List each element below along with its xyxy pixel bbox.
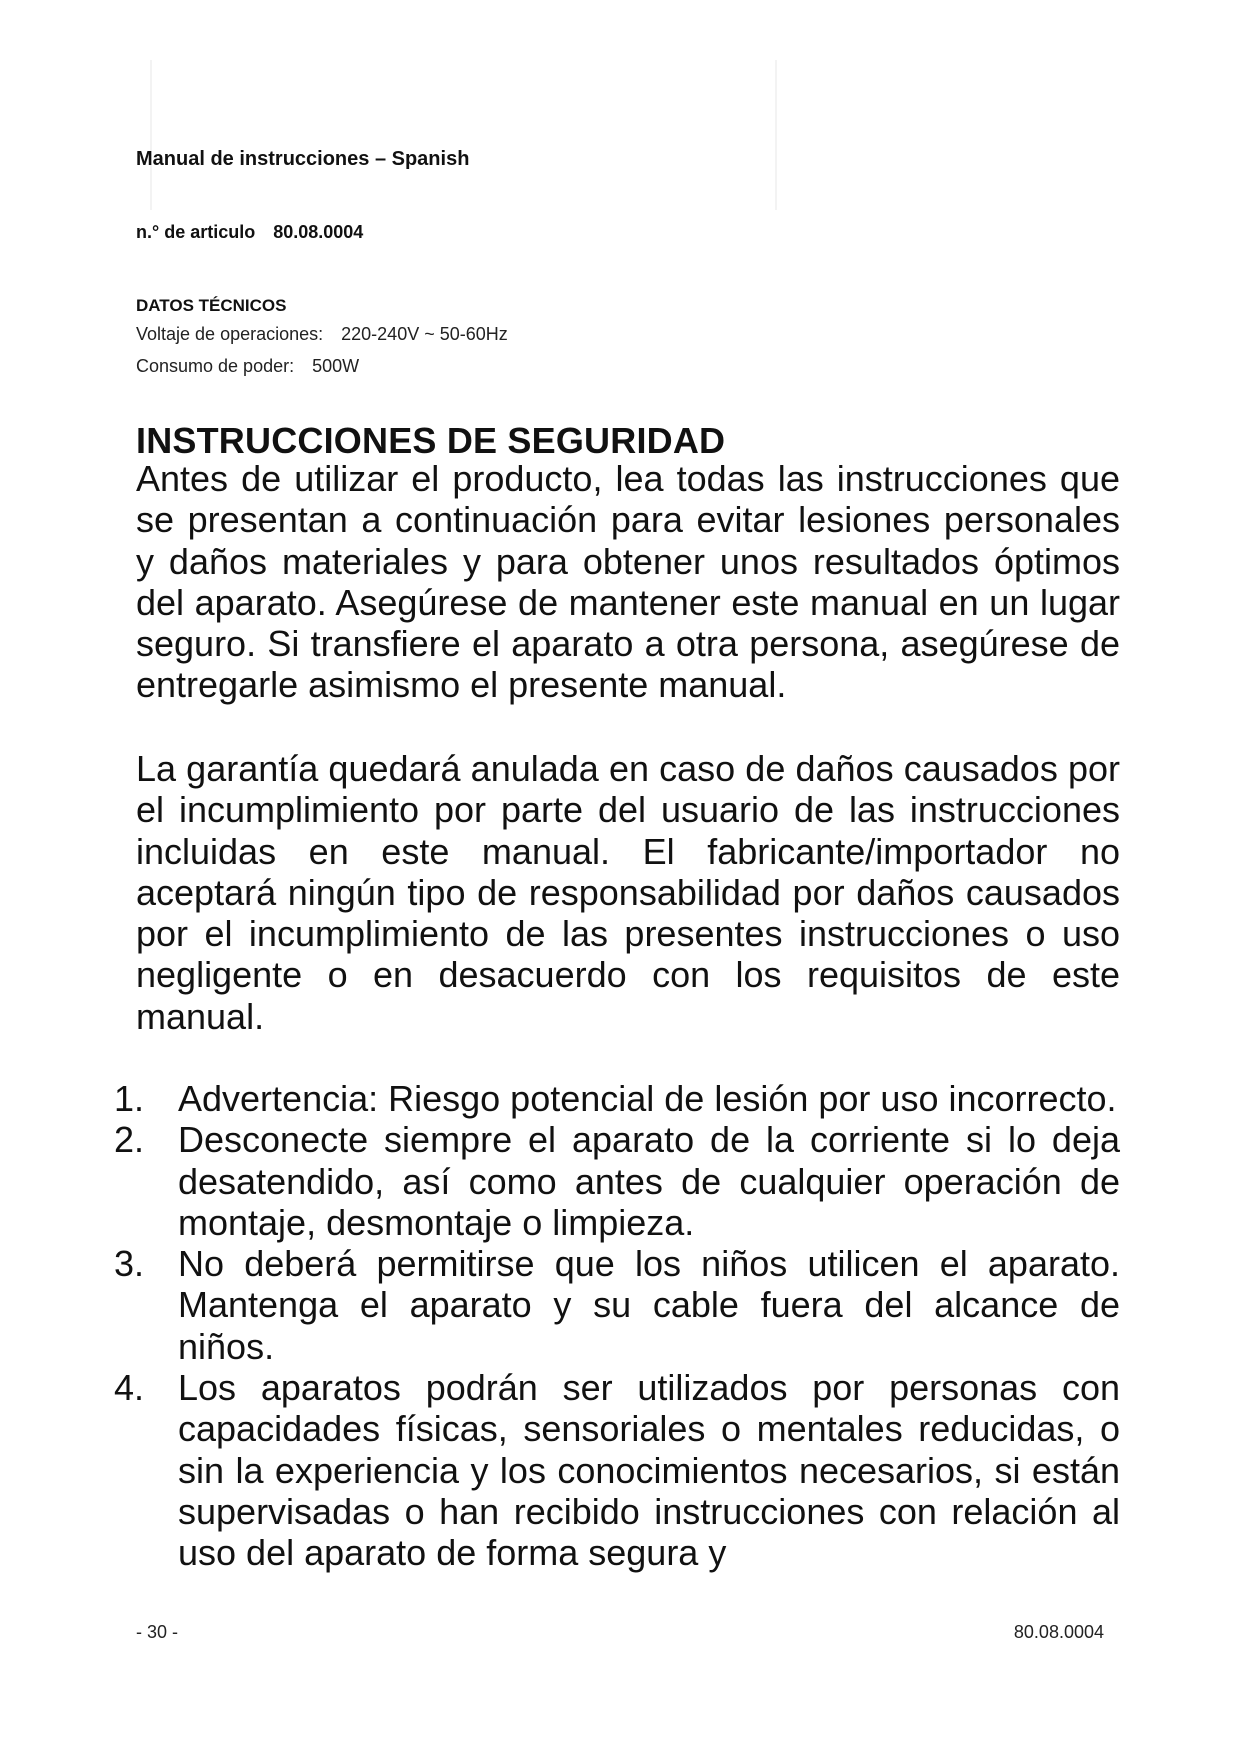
specs-title: DATOS TÉCNICOS [136,296,287,315]
list-item [114,1078,1120,1119]
list-item-number: 3. [114,1243,145,1285]
list-item [114,1243,1120,1367]
list-item-number: 2. [114,1119,145,1161]
spec-power [136,356,359,377]
list-item-text: No deberá permitirse que los niños utilicen el aparato. Mantenga el aparato y su cable fuera del alcance de niños. [178,1243,1120,1367]
safety-paragraph-1: Antes de utilizar el producto, lea todas las instrucciones que se presentan a continuación para evitar lesiones personales y daños materiales y para obtener unos resultados óptimos del aparato. Asegúrese de mantener este manual en un lugar seguro. Si transfiere el aparato a otra persona, asegúrese de entregarle asimismo el presente manual. [136,458,1120,706]
list-item [114,1119,1120,1243]
list-item-number: 1. [114,1078,145,1119]
article-number-line [136,222,363,243]
safety-list [114,1078,1120,1574]
page-number: - 30 - [136,1622,179,1642]
manual-title: Manual de instrucciones – Spanish [136,148,470,170]
list-item [114,1367,1120,1573]
safety-title: INSTRUCCIONES DE SEGURIDAD [136,420,726,461]
article-label: n.° de articulo [136,222,256,242]
footer-article-code: 80.08.0004 [1013,1622,1104,1642]
spec-voltage [136,324,508,345]
spec-voltage-label: Voltaje de operaciones: [136,324,324,344]
article-number: 80.08.0004 [273,222,364,242]
spec-voltage-value: 220-240V ~ 50-60Hz [341,324,508,344]
spec-power-label: Consumo de poder: [136,356,295,376]
list-item-text: Desconecte siempre el aparato de la corriente si lo deja desatendido, así como antes de cualquier operación de montaje, desmontaje o limpieza. [178,1119,1120,1243]
scan-artifact-line-left [150,60,152,210]
list-item-number: 4. [114,1367,145,1409]
list-item-text: Advertencia: Riesgo potencial de lesión por uso incorrecto. [178,1078,1117,1119]
spec-power-value: 500W [312,356,360,376]
scan-artifact-line-right [775,60,777,210]
list-item-text: Los aparatos podrán ser utilizados por personas con capacidades físicas, sensoriales o mentales reducidas, o sin la experiencia y los conocimientos necesarios, si están supervisadas o han recibido instrucciones con relación al uso del aparato de forma segura y [178,1367,1120,1574]
safety-paragraph-2: La garantía quedará anulada en caso de daños causados por el incumplimiento por parte del usuario de las instrucciones incluidas en este manual. El fabricante/importador no aceptará ningún tipo de responsabilidad por daños causados por el incumplimiento de las presentes instrucciones o uso negligente o en desacuerdo con los requisitos de este manual. [136,748,1120,1037]
